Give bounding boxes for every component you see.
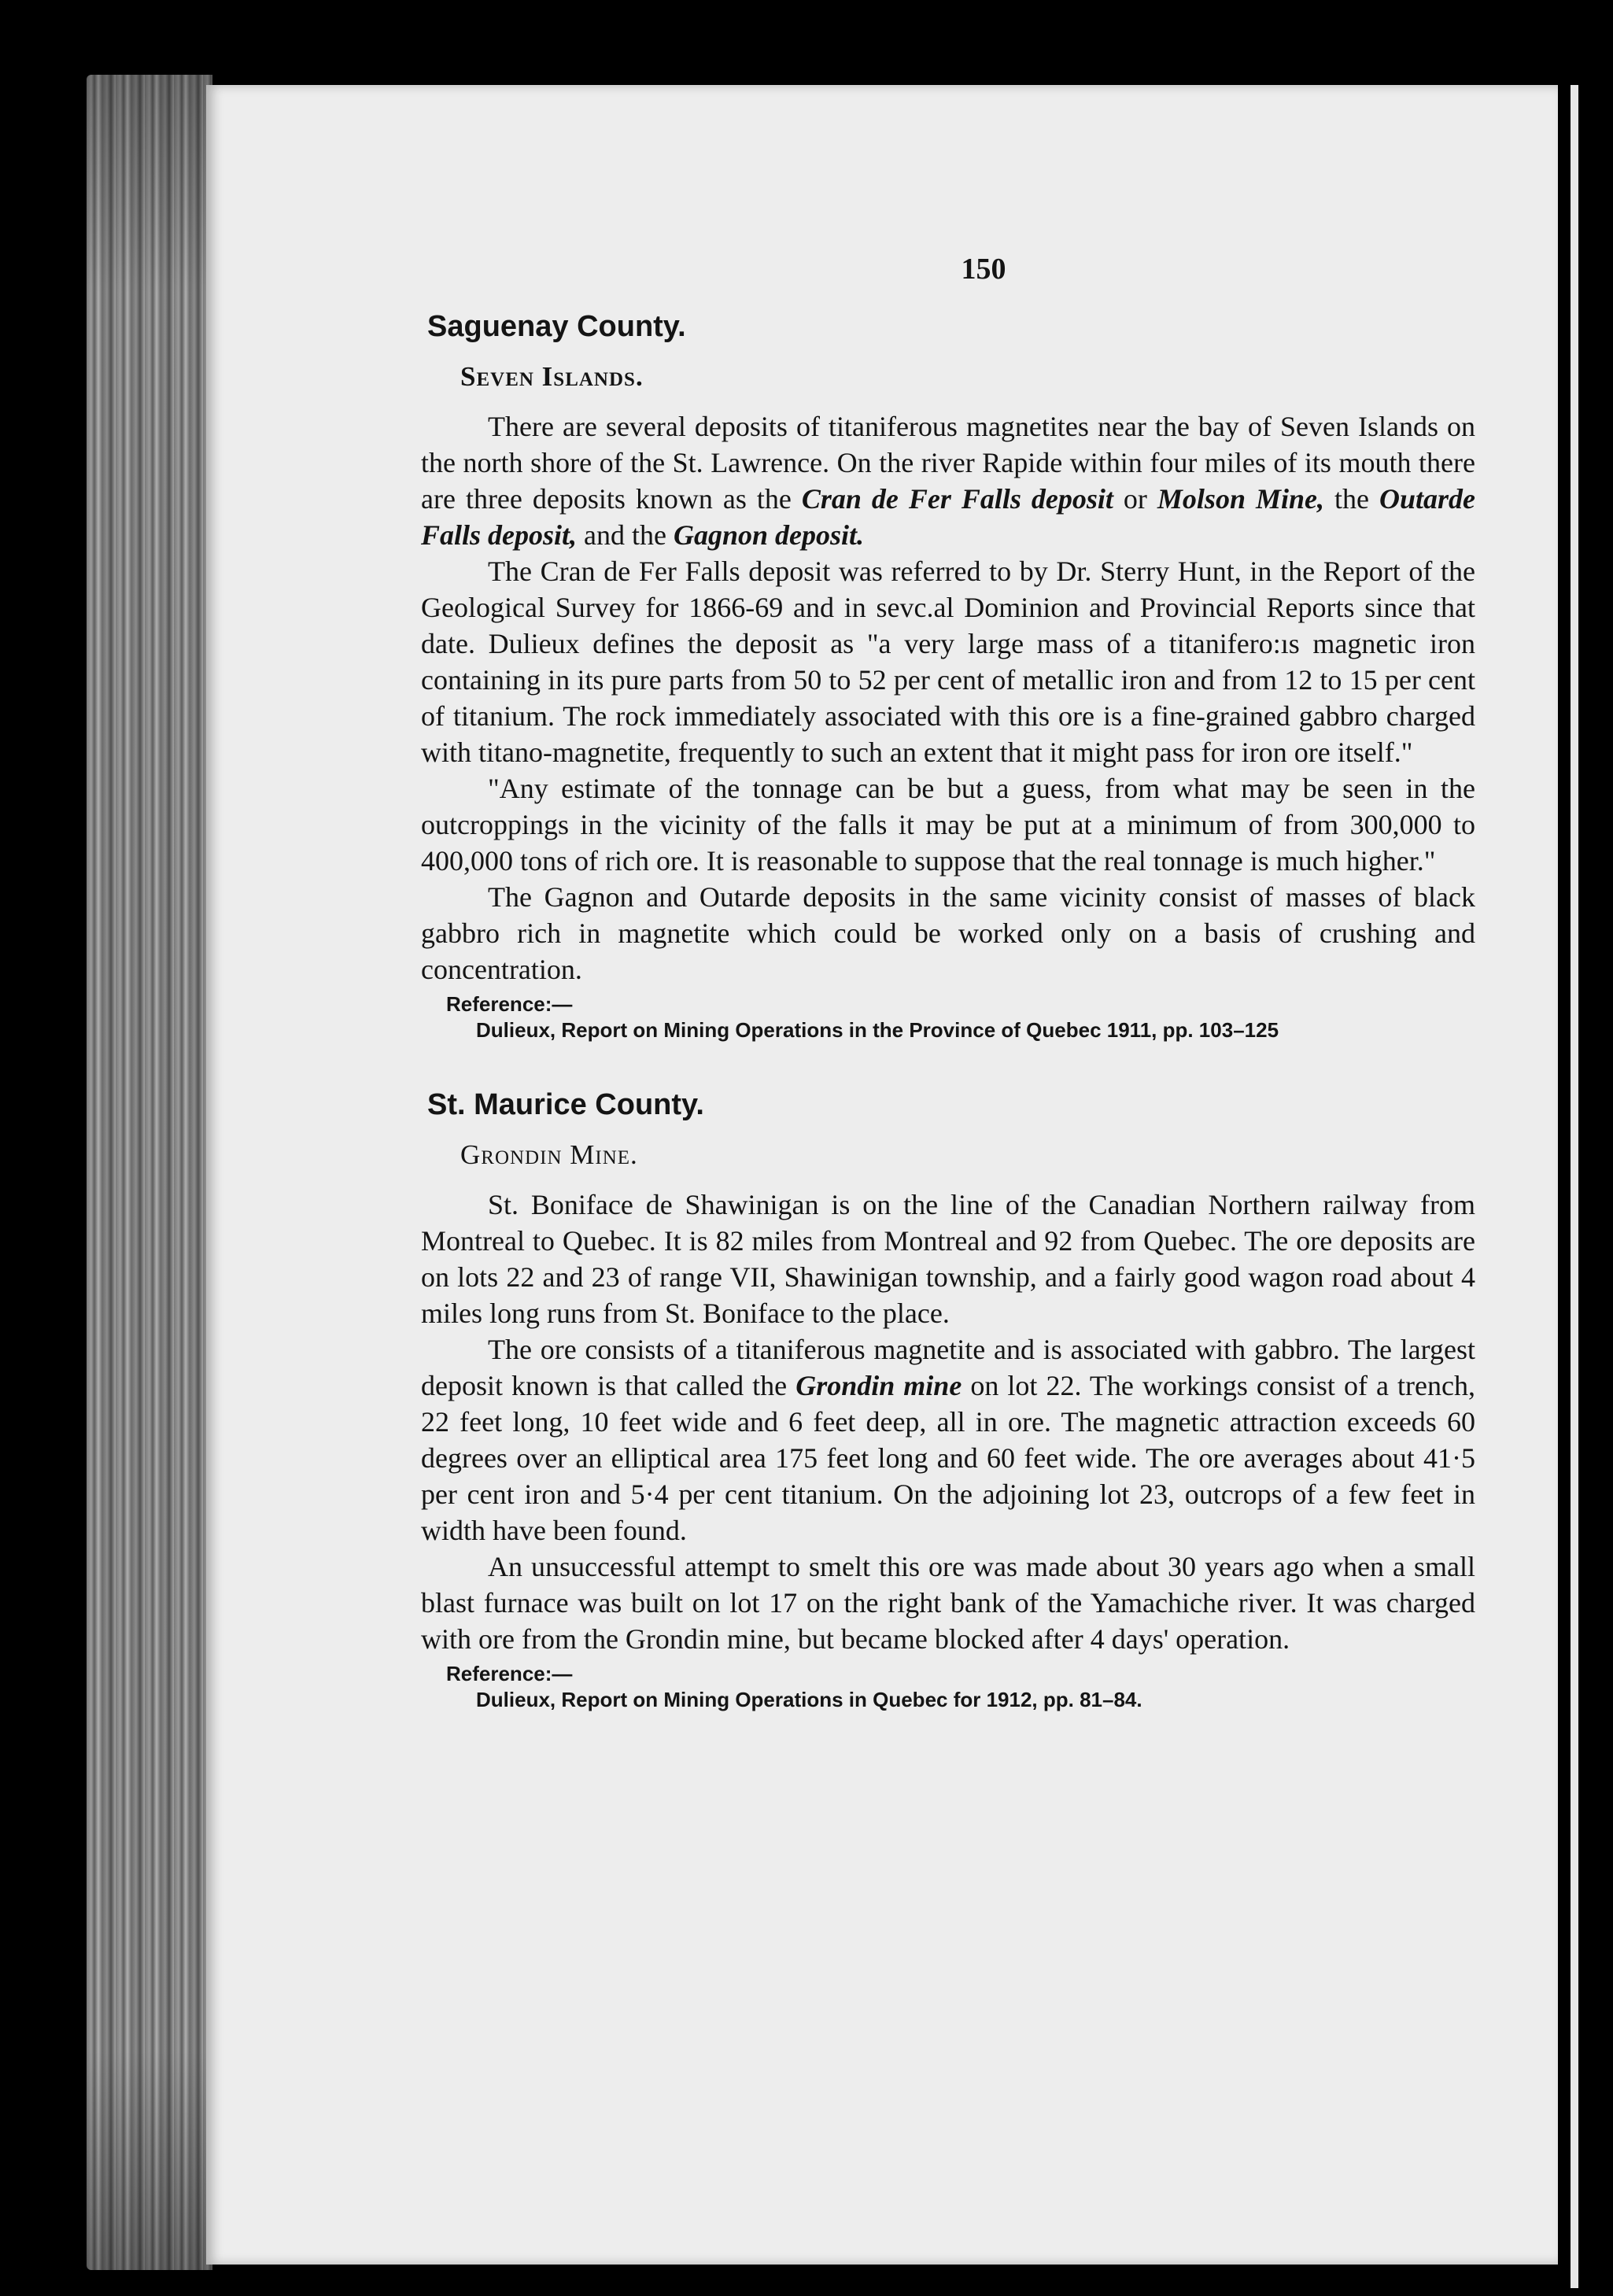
- paragraph: "Any estimate of the tonnage can be but a guess, from what may be seen in the outcroppings in the vicinity of the falls it may be put at a minimum of from 300,000 to 400,000 tons of rich ore. It is reasonable to suppose that the real tonnage is much higher.": [421, 773, 1475, 877]
- paragraph: There are several deposits of titaniferous magnetites near the bay of Seven Islands on the north shore of the St. Lawrence. On the river Rapide within four miles of its mouth there are three deposits known as the Cran de Fer Falls deposit or Molson Mine, the Outarde Falls deposit, and the Gagnon deposit.: [421, 411, 1475, 551]
- reference-citation: Dulieux, Report on Mining Operations in Quebec for 1912, pp. 81–84.: [476, 1688, 1142, 1711]
- book-page-edges: [87, 75, 212, 2270]
- paragraph: The ore consists of a titaniferous magnetite and is associated with gabbro. The largest deposit known is that called the Grondin mine on lot 22. The workings consist of a trench, 22 feet long, 10 feet wide and 6 feet deep, all in ore. The magnetic attraction exceeds 60 degrees over an elliptical area 175 feet long and 60 feet wide. The ore averages about 41·5 per cent iron and 5·4 per cent titanium. On the adjoining lot 23, outcrops of a few feet in width have been found.: [421, 1334, 1475, 1546]
- section-heading-st-maurice: St. Maurice County.: [427, 1088, 704, 1121]
- subheading-grondin-mine: Grondin Mine.: [460, 1139, 638, 1170]
- reference-citation: Dulieux, Report on Mining Operations in the Province of Quebec 1911, pp. 103–125: [476, 1018, 1279, 1042]
- paragraph: The Gagnon and Outarde deposits in the same vicinity consist of masses of black gabbro rich in magnetite which could be worked only on a basis of crushing and concentration.: [421, 881, 1475, 985]
- paragraph: An unsuccessful attempt to smelt this ore was made about 30 years ago when a small blast furnace was built on lot 17 on the right bank of the Yamachiche river. It was charged with ore from the Grondin mine, but became blocked after 4 days' operation.: [421, 1551, 1475, 1655]
- reference-label: Reference:—: [446, 1662, 573, 1685]
- reference-label: Reference:—: [446, 992, 573, 1016]
- paragraph: The Cran de Fer Falls deposit was referred to by Dr. Sterry Hunt, in the Report of the Geological Survey for 1866-69 and in sevc.al Dominion and Provincial Reports since that date. Dulieux defines the deposit as "a very large mass of a titanifero:ıs magnetic iron containing in its pure parts from 50 to 52 per cent of metallic iron and from 12 to 15 per cent of titanium. The rock immediately associated with this ore is a fine-grained gabbro charged with titano-magnetite, frequently to such an extent that it might pass for iron ore itself.": [421, 556, 1475, 768]
- facing-page-edge: [1571, 85, 1578, 2288]
- section-heading-saguenay: Saguenay County.: [427, 310, 686, 343]
- paragraph: St. Boniface de Shawinigan is on the line of the Canadian Northern railway from Montreal to Quebec. It is 82 miles from Montreal and 92 from Quebec. The ore deposits are on lots 22 and 23 of range VII, Shawinigan township, and a fairly good wagon road about 4 miles long runs from St. Boniface to the place.: [421, 1189, 1475, 1329]
- section-gap: [421, 1043, 1475, 1088]
- subheading-seven-islands: Seven Islands.: [460, 361, 644, 392]
- page-text: [421, 252, 1475, 1712]
- page-number: 150: [961, 253, 1006, 286]
